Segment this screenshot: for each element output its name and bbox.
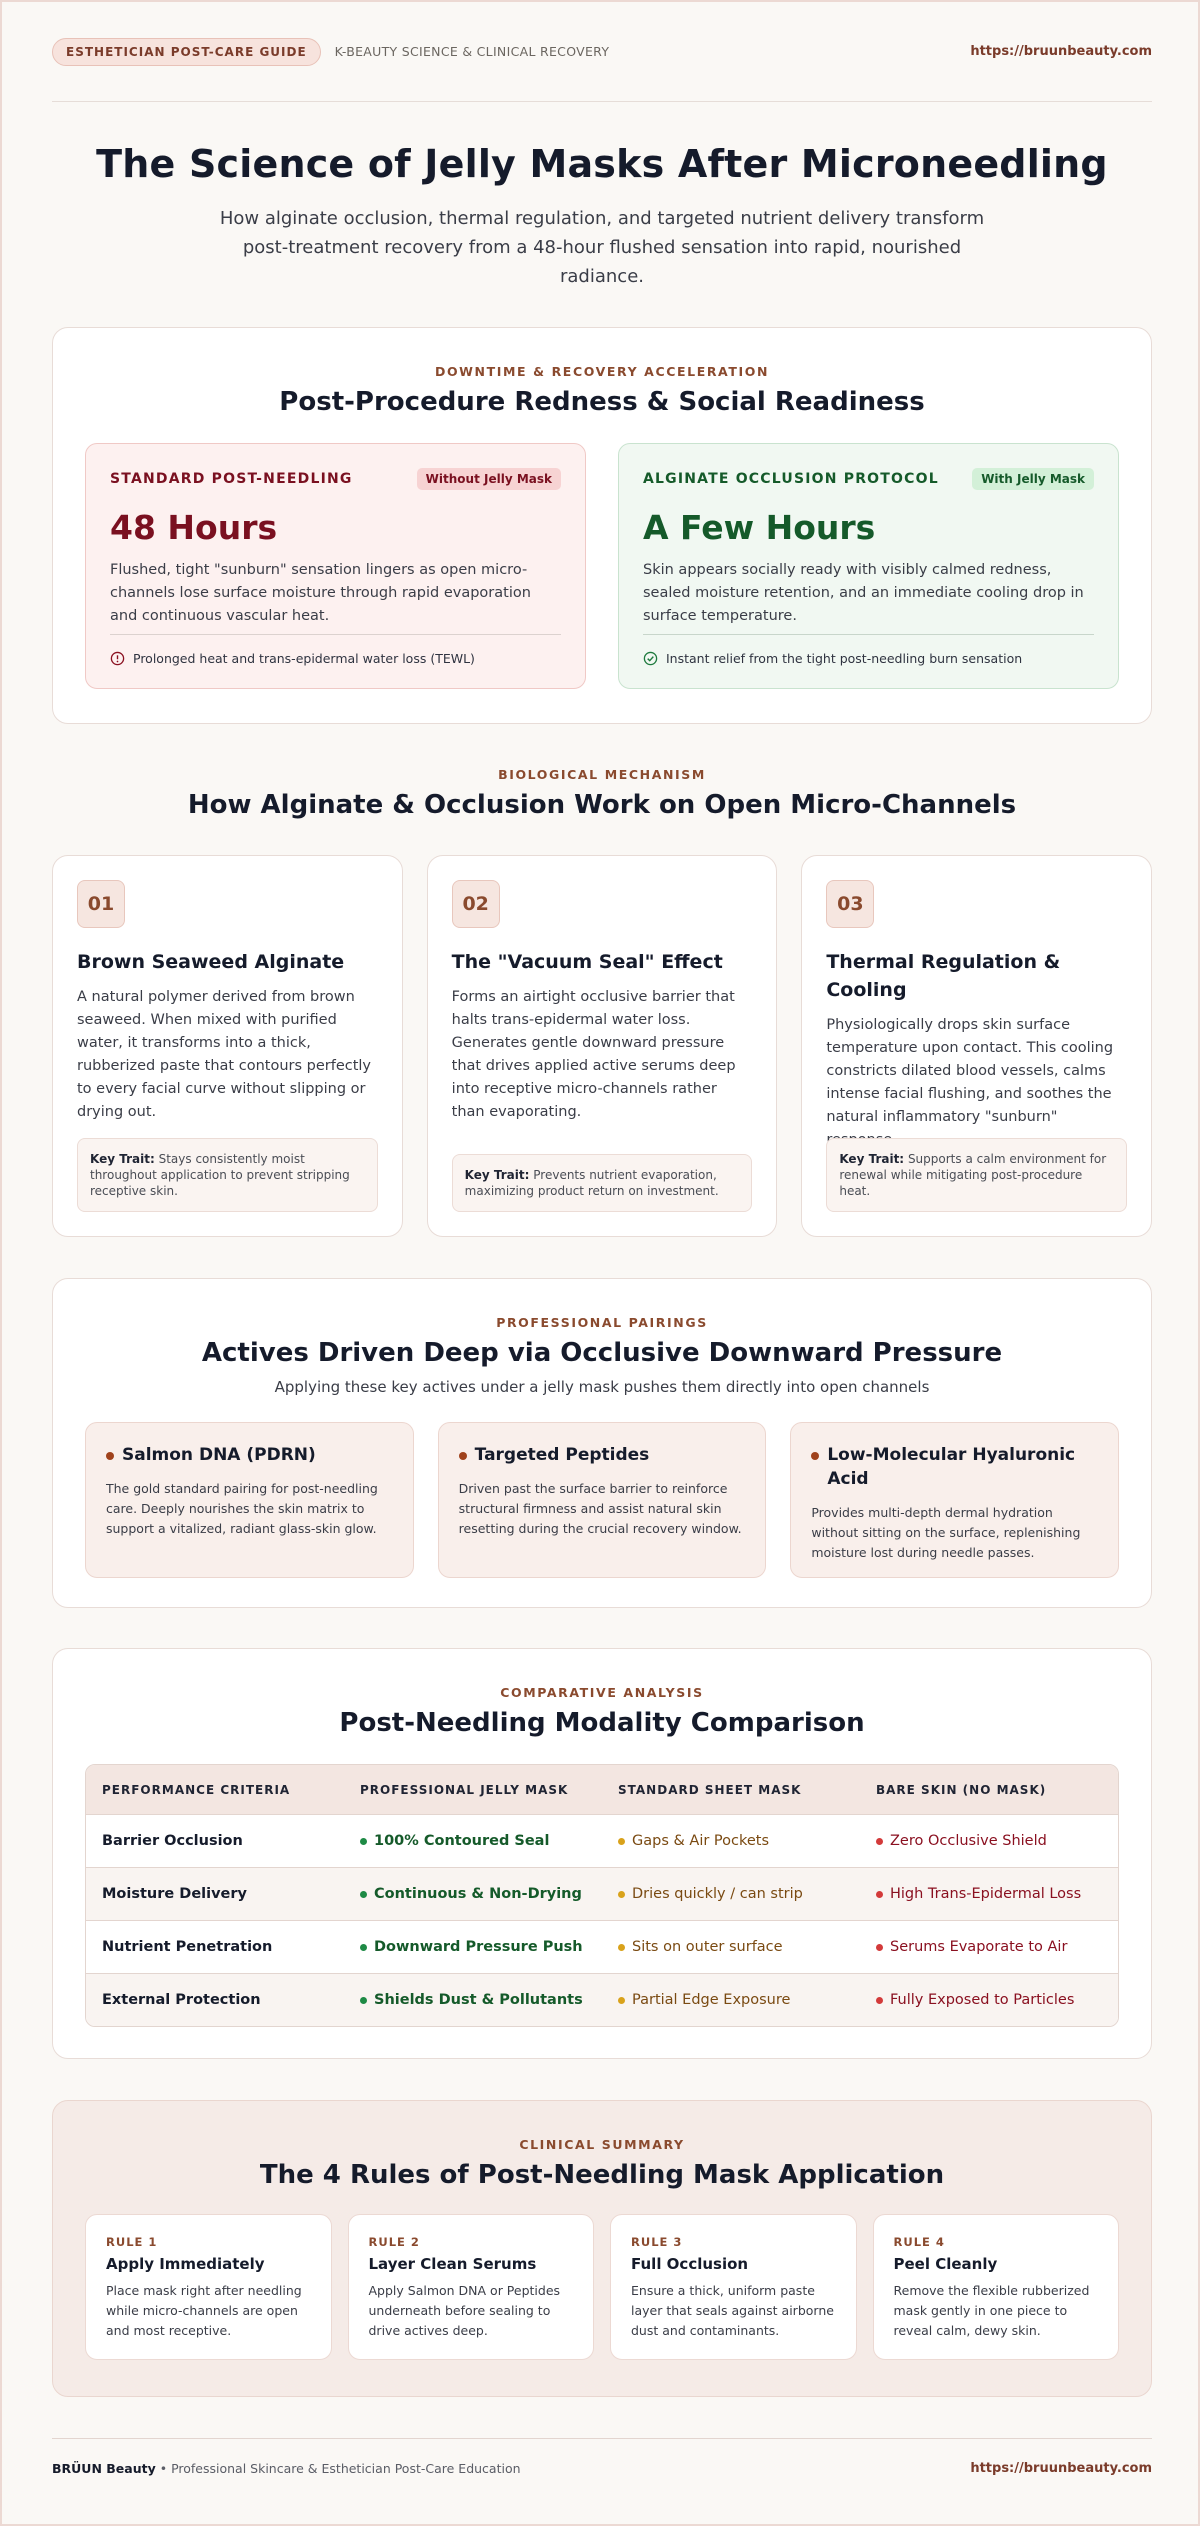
status-dot-icon: [618, 1997, 625, 2004]
status-dot-icon: [618, 1944, 625, 1951]
column-header: PERFORMANCE CRITERIA: [102, 1782, 291, 1797]
jelly-mask-cell: [344, 1992, 602, 2008]
rule-card: [348, 2214, 595, 2360]
cell-text: Partial Edge Exposure: [632, 1992, 791, 2008]
rule-number: RULE 1: [106, 2235, 158, 2249]
alginate-note: [643, 634, 1094, 666]
pairings-title: Actives Driven Deep via Occlusive Downward Pressure: [201, 1338, 1003, 1368]
bullet-dot-icon: [106, 1452, 114, 1460]
standard-label: STANDARD POST-NEEDLING: [110, 471, 353, 487]
status-dot-icon: [876, 1891, 883, 1898]
comparison-title: Post-Needling Modality Comparison: [339, 1708, 865, 1738]
cell-text: Fully Exposed to Particles: [890, 1992, 1075, 2008]
header-url-link[interactable]: https://bruunbeauty.com: [970, 44, 1152, 59]
alginate-time: A Few Hours: [643, 508, 876, 547]
mechanism-card-description: Physiologically drops skin surface temperature upon contact. This cooling constricts dilated blood vessels, calms intense facial flushing, and soothes the natural inflammatory "sunburn": [826, 1017, 1114, 1125]
criteria-cell: Barrier Occlusion: [102, 1833, 243, 1849]
column-header: PROFESSIONAL JELLY MASK: [360, 1782, 569, 1797]
check-circle-icon: [643, 651, 658, 666]
mechanism-card: [52, 855, 403, 1237]
rule-title: Apply Immediately: [106, 2255, 265, 2273]
cell-text: Continuous & Non-Drying: [374, 1886, 582, 1902]
hero: [52, 102, 1152, 291]
comparison-section: [52, 1648, 1152, 2059]
summary-eyebrow: CLINICAL SUMMARY: [519, 2137, 685, 2152]
recovery-section: [52, 327, 1152, 724]
mechanism-eyebrow: BIOLOGICAL MECHANISM: [498, 767, 706, 782]
rule-title: Peel Cleanly: [893, 2255, 998, 2273]
bullet-dot-icon: [459, 1452, 467, 1460]
cell-text: Serums Evaporate to Air: [890, 1939, 1068, 1955]
cell-text: Sits on outer surface: [632, 1939, 783, 1955]
mechanism-card-description: Forms an airtight occlusive barrier that halts trans-epidermal water loss. Generates gentle downward pressure that drives applied active serums deep into receptive micro-channels rather than evaporating.: [451, 989, 736, 1120]
recovery-eyebrow: DOWNTIME & RECOVERY ACCELERATION: [434, 364, 770, 379]
jelly-mask-cell: [344, 1939, 602, 1955]
rule-card: [873, 2214, 1120, 2360]
rule-card: [85, 2214, 332, 2360]
alert-circle-icon: [110, 651, 125, 666]
rules-list: [85, 2214, 1119, 2360]
bare-skin-cell: [860, 1833, 1118, 1849]
table-header-row: [86, 1765, 1118, 1814]
recovery-title: Post-Procedure Redness & Social Readiness: [279, 387, 925, 417]
cell-text: Downward Pressure Push: [374, 1939, 583, 1955]
rule-title: Full Occlusion: [631, 2255, 749, 2273]
alginate-tag: With Jelly Mask: [972, 468, 1094, 490]
rule-title: Layer Clean Serums: [368, 2255, 537, 2273]
guide-badge: ESTHETICIAN POST-CARE GUIDE: [52, 38, 321, 66]
cell-text: 100% Contoured Seal: [374, 1833, 550, 1849]
status-dot-icon: [876, 1944, 883, 1951]
comparison-table: [85, 1764, 1119, 2027]
alginate-description: Skin appears socially ready with visibly calmed redness, sealed moisture retention, and an immediate cooling drop in surface temperature.: [643, 562, 1084, 624]
bare-skin-cell: [860, 1939, 1118, 1955]
key-trait-text: Supports a calm environment for renewal while mitigating post-procedure heat.: [839, 1152, 1107, 1198]
mechanism-number: 01: [77, 880, 125, 928]
mechanism-cards: [52, 855, 1152, 1237]
footer: [52, 2438, 1152, 2498]
rule-number: RULE 3: [631, 2235, 683, 2249]
standard-note-text: Prolonged heat and trans-epidermal water loss (TEWL): [133, 651, 475, 666]
category-label: K-BEAUTY SCIENCE & CLINICAL RECOVERY: [334, 44, 610, 59]
mechanism-card-title: The "Vacuum Seal" Effect: [451, 951, 723, 973]
bullet-dot-icon: [811, 1452, 819, 1460]
alginate-label: ALGINATE OCCLUSION PROTOCOL: [643, 471, 939, 487]
rule-card: [610, 2214, 857, 2360]
mechanism-title: How Alginate & Occlusion Work on Open Micro-Channels: [187, 790, 1017, 820]
sheet-mask-cell: [602, 1992, 860, 2008]
pairing-description: Driven past the surface barrier to reinforce structural firmness and assist natural skin resetting during the crucial recovery window.: [458, 1481, 742, 1536]
mechanism-card: [427, 855, 778, 1237]
cell-text: Gaps & Air Pockets: [632, 1833, 770, 1849]
status-dot-icon: [618, 1838, 625, 1845]
table-row: [86, 1973, 1118, 2026]
key-trait-label: Key Trait:: [90, 1152, 155, 1166]
status-dot-icon: [618, 1891, 625, 1898]
status-dot-icon: [876, 1838, 883, 1845]
criteria-cell: Nutrient Penetration: [102, 1939, 273, 1955]
rule-description: Remove the flexible rubberized mask gently in one piece to reveal calm, dewy skin.: [893, 2283, 1090, 2338]
key-trait: [826, 1138, 1127, 1212]
alginate-card: [618, 443, 1119, 689]
mechanism-card-description: A natural polymer derived from brown seaweed. When mixed with purified water, it transforms into a thick, rubberized paste that contours perfectly to every facial curve without slipping or drying out.: [77, 989, 372, 1120]
jelly-mask-cell: [344, 1886, 602, 1902]
alginate-note-text: Instant relief from the tight post-needling burn sensation: [666, 651, 1023, 666]
cell-text: Shields Dust & Pollutants: [374, 1992, 583, 2008]
bare-skin-cell: [860, 1992, 1118, 2008]
mechanism-card: [801, 855, 1152, 1237]
table-row: [86, 1867, 1118, 1920]
top-bar-left: [52, 38, 609, 66]
page-title: The Science of Jelly Masks After Microneedling: [96, 142, 1108, 186]
sheet-mask-cell: [602, 1886, 860, 1902]
jelly-mask-cell: [344, 1833, 602, 1849]
pairing-description: The gold standard pairing for post-needling care. Deeply nourishes the skin matrix to support a vitalized, radiant glass-skin glow.: [106, 1481, 378, 1536]
table-row: [86, 1920, 1118, 1973]
pairing-title: Low-Molecular Hyaluronic Acid: [827, 1445, 1076, 1489]
rule-description: Apply Salmon DNA or Peptides underneath before sealing to drive actives deep.: [368, 2283, 561, 2338]
column-header: STANDARD SHEET MASK: [618, 1782, 802, 1797]
key-trait: [452, 1154, 753, 1212]
pairing-card: [438, 1422, 767, 1578]
status-dot-icon: [360, 1838, 367, 1845]
page: [2, 2, 1200, 2526]
key-trait-label: Key Trait:: [839, 1152, 905, 1166]
rule-number: RULE 2: [368, 2235, 420, 2249]
top-bar: [52, 2, 1152, 102]
status-dot-icon: [360, 1944, 367, 1951]
standard-card: [85, 443, 586, 689]
cell-text: High Trans-Epidermal Loss: [890, 1886, 1082, 1902]
pairing-description: Provides multi-depth dermal hydration without sitting on the surface, replenishing moisture lost during needle passes.: [811, 1505, 1081, 1560]
table-row: [86, 1814, 1118, 1867]
summary-section: [52, 2100, 1152, 2397]
status-dot-icon: [360, 1891, 367, 1898]
mechanism-card-title: Brown Seaweed Alginate: [77, 951, 345, 973]
comparison-eyebrow: COMPARATIVE ANALYSIS: [500, 1685, 704, 1700]
rule-number: RULE 4: [893, 2235, 945, 2249]
pairing-title: Salmon DNA (PDRN): [122, 1445, 316, 1465]
bare-skin-cell: [860, 1886, 1118, 1902]
pairings-eyebrow: PROFESSIONAL PAIRINGS: [496, 1315, 708, 1330]
page-description: How alginate occlusion, thermal regulation, and targeted nutrient delivery transform post-treatment recovery from a 48-hour flushed sensation into rapid, nourished radiance.: [219, 208, 985, 287]
recovery-comparison: [85, 443, 1119, 689]
criteria-cell: Moisture Delivery: [102, 1886, 247, 1902]
key-trait-label: Key Trait:: [464, 1168, 530, 1182]
brand-tagline: • Professional Skincare & Esthetician Post-Care Education: [159, 2461, 521, 2476]
pairing-card: [790, 1422, 1119, 1578]
pairings-list: [85, 1422, 1119, 1578]
mechanism-number: 02: [452, 880, 500, 928]
sheet-mask-cell: [602, 1833, 860, 1849]
standard-time: 48 Hours: [110, 508, 278, 547]
sheet-mask-cell: [602, 1939, 860, 1955]
standard-note: [110, 634, 561, 666]
status-dot-icon: [360, 1997, 367, 2004]
mechanism-number: 03: [826, 880, 874, 928]
brand-name: BRÜUN Beauty: [52, 2461, 156, 2476]
cell-text: Zero Occlusive Shield: [890, 1833, 1047, 1849]
footer-url-link[interactable]: https://bruunbeauty.com: [970, 2461, 1152, 2476]
column-header: BARE SKIN (NO MASK): [876, 1782, 1047, 1797]
pairings-subtitle: Applying these key actives under a jelly mask pushes them directly into open channels: [274, 1378, 930, 1396]
pairing-card: [85, 1422, 414, 1578]
cell-text: Dries quickly / can strip: [632, 1886, 803, 1902]
key-trait-text: Stays consistently moist throughout application to prevent stripping receptive skin.: [90, 1152, 350, 1198]
footer-brand: [52, 2461, 521, 2476]
key-trait: [77, 1138, 378, 1212]
mechanism-header: [52, 767, 1152, 820]
status-dot-icon: [876, 1997, 883, 2004]
summary-title: The 4 Rules of Post-Needling Mask Application: [259, 2160, 945, 2190]
mechanism-card-title: Thermal Regulation & Cooling: [826, 951, 1061, 1001]
pairing-title: Targeted Peptides: [474, 1445, 650, 1465]
standard-description: Flushed, tight "sunburn" sensation lingers as open micro-channels lose surface moisture through rapid evaporation and continuous vascular heat.: [110, 562, 531, 624]
pairings-section: [52, 1278, 1152, 1608]
criteria-cell: External Protection: [102, 1992, 261, 2008]
rule-description: Place mask right after needling while micro-channels are open and most receptive.: [106, 2283, 302, 2338]
standard-tag: Without Jelly Mask: [417, 468, 561, 490]
rule-description: Ensure a thick, uniform paste layer that seals against airborne dust and contaminants.: [631, 2283, 834, 2338]
key-trait-text: Prevents nutrient evaporation, maximizing product return on investment.: [464, 1168, 719, 1198]
